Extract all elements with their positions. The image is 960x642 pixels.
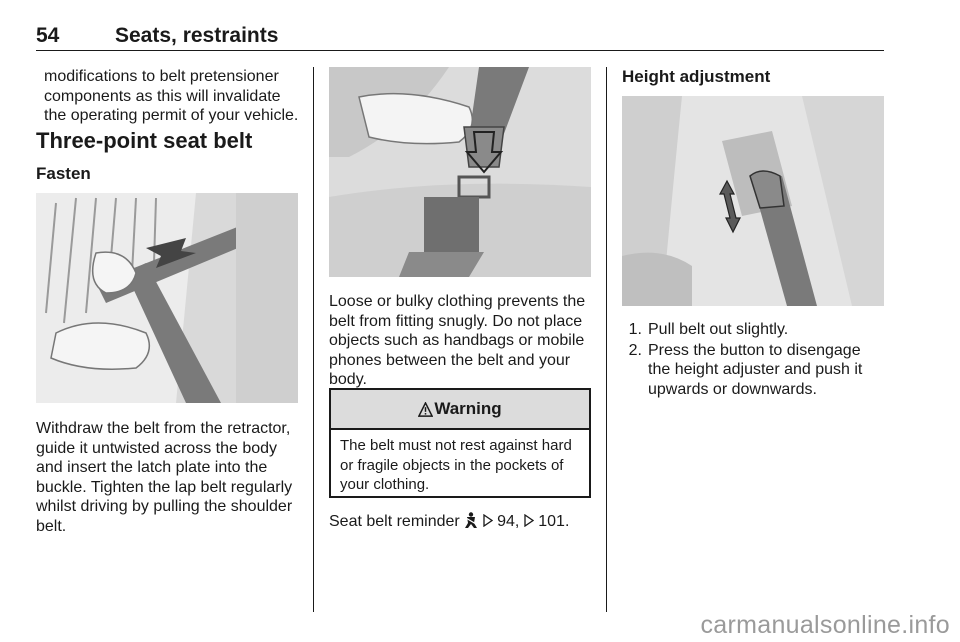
fasten-belt-illustration	[36, 193, 298, 403]
latch-plate-illustration	[329, 67, 591, 277]
warning-text: The belt must not rest against hard or fragile objects in the pockets of your clothing.	[340, 437, 572, 493]
step-text: Press the button to disengage the height adjuster and push it upwards or downwards.	[648, 341, 863, 398]
step-item	[622, 341, 886, 400]
step-number: 1.	[628, 321, 642, 338]
warning-title: Warning	[434, 399, 502, 418]
fasten-instructions: Withdraw the belt from the retractor, guide it untwisted across the body and insert the latch plate into the buckle. Tighten the lap belt regularly whilst driving by pulling the shoulder belt.	[36, 420, 293, 535]
site-watermark: carmanualsonline.info	[700, 611, 950, 639]
warning-header	[331, 390, 589, 430]
column-divider-2	[606, 67, 607, 612]
three-point-heading: Three-point seat belt	[36, 128, 253, 153]
seat-belt-reminder-line	[329, 512, 595, 532]
section-title: Seats, restraints	[115, 24, 279, 47]
page-number: 54	[36, 24, 60, 47]
height-adjustment-steps	[622, 320, 886, 400]
warning-symbol-icon	[418, 402, 433, 417]
page-ref-arrow-icon	[483, 513, 493, 526]
step-item	[622, 320, 886, 340]
header-rule	[36, 50, 884, 51]
step-number: 2.	[628, 341, 642, 359]
height-adjustment-heading: Height adjustment	[622, 67, 771, 86]
seat-belt-icon	[464, 512, 478, 529]
column-divider-1	[313, 67, 314, 612]
reminder-ref-2[interactable]: 101.	[538, 513, 570, 530]
height-adjuster-illustration	[622, 96, 884, 306]
fasten-heading: Fasten	[36, 164, 91, 183]
step-text: Pull belt out slightly.	[648, 321, 789, 338]
page-ref-arrow-icon-2	[524, 513, 534, 526]
clothing-paragraph: Loose or bulky clothing prevents the belt from fitting snugly. Do not place objects such as handbags or mobile phones between the belt and your body.	[329, 293, 586, 388]
warning-box	[329, 388, 591, 498]
intro-paragraph: modifications to belt pretensioner components as this will invalidate the operating permit of your vehicle.	[44, 68, 299, 124]
reminder-ref-1[interactable]: 94,	[497, 513, 520, 530]
reminder-label: Seat belt reminder	[329, 513, 460, 530]
